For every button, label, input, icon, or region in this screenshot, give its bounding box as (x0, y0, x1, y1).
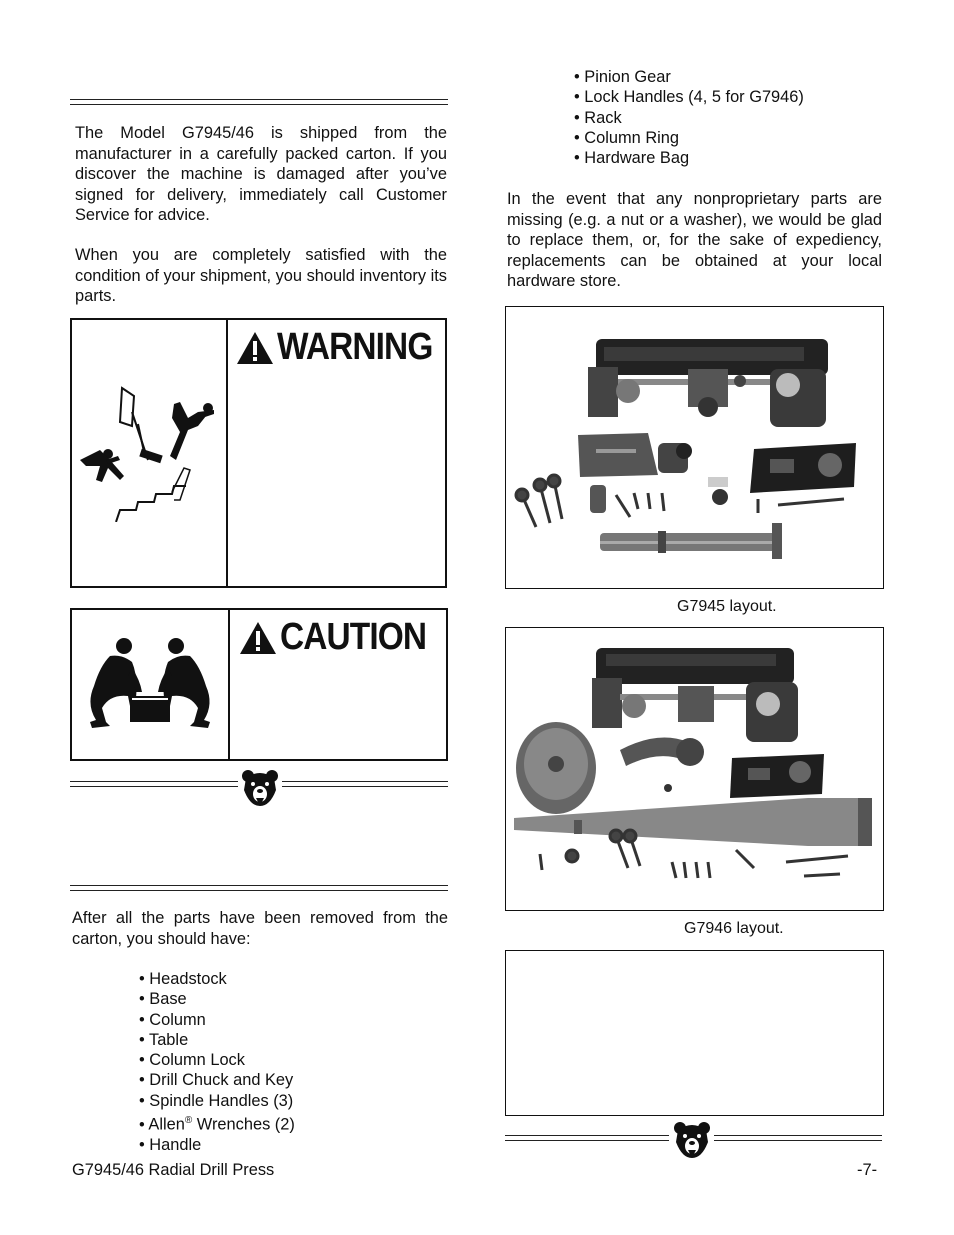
intro-paragraph-2: When you are completely satisfied with the condition of your shipment, you should inventory its parts. (75, 246, 447, 305)
page-number: -7- (857, 1161, 878, 1179)
g7946-parts-photo (508, 630, 880, 906)
grizzly-bear-logo (240, 768, 280, 808)
intro-paragraph-1: The Model G7945/46 is shipped from the manufacturer in a carefully packed carton. If you discover the machine is damaged after you’ve signed for delivery, immediately call Customer Service for advice. (75, 124, 447, 224)
notice-box (505, 950, 884, 1116)
caution-header (238, 616, 446, 659)
list-item: • Allen® Wrenches (2) (139, 1111, 399, 1135)
list-item: • Rack (574, 108, 874, 128)
missing-parts-paragraph: In the event that any nonproprietary parts are missing (e.g. a nut or a washer), we would be glad to replace them, or, for the sake of expediency, replacements can be obtained at your local hardware store. (507, 190, 882, 290)
section-rule-top-left (70, 99, 448, 105)
caution-triangle-icon (238, 620, 278, 656)
caution-box (70, 608, 448, 761)
figure-g7945 (505, 306, 884, 589)
list-item: • Hardware Bag (574, 148, 874, 168)
figure-g7945-caption: G7945 layout. (677, 598, 777, 615)
g7945-parts-photo (508, 309, 880, 585)
warning-box (70, 318, 447, 588)
inventory-intro: After all the parts have been removed from the carton, you should have: (72, 909, 448, 948)
list-item: • Column Lock (139, 1050, 399, 1070)
bear-rule-right-a (505, 1135, 669, 1141)
list-item: • Column Ring (574, 128, 874, 148)
fall-hazard-icon (76, 382, 218, 522)
parts-list-left (139, 969, 399, 1155)
bear-rule-right-b (714, 1135, 882, 1141)
caution-label: CAUTION (280, 616, 427, 658)
bear-rule-left-b (282, 781, 448, 787)
warning-header (235, 326, 454, 369)
list-item: • Table (139, 1030, 399, 1050)
figure-g7946 (505, 627, 884, 911)
bear-rule-left-a (70, 781, 238, 787)
two-person-lift-icon (80, 636, 220, 732)
list-item: • Base (139, 989, 399, 1009)
caution-divider (228, 610, 230, 759)
list-item: • Spindle Handles (3) (139, 1091, 399, 1111)
grizzly-bear-logo-footer (672, 1120, 712, 1160)
warning-triangle-icon (235, 330, 275, 366)
list-item: • Drill Chuck and Key (139, 1070, 399, 1090)
list-item: • Column (139, 1010, 399, 1030)
list-item: • Headstock (139, 969, 399, 989)
footer-title: G7945/46 Radial Drill Press (72, 1161, 275, 1179)
figure-g7946-caption: G7946 layout. (684, 920, 784, 937)
parts-list-right (574, 67, 874, 168)
list-item: • Handle (139, 1135, 399, 1155)
warning-label: WARNING (277, 326, 433, 368)
list-item: • Lock Handles (4, 5 for G7946) (574, 87, 874, 107)
list-item: • Pinion Gear (574, 67, 874, 87)
section-rule-mid-left (70, 885, 448, 891)
warning-divider (226, 320, 228, 586)
